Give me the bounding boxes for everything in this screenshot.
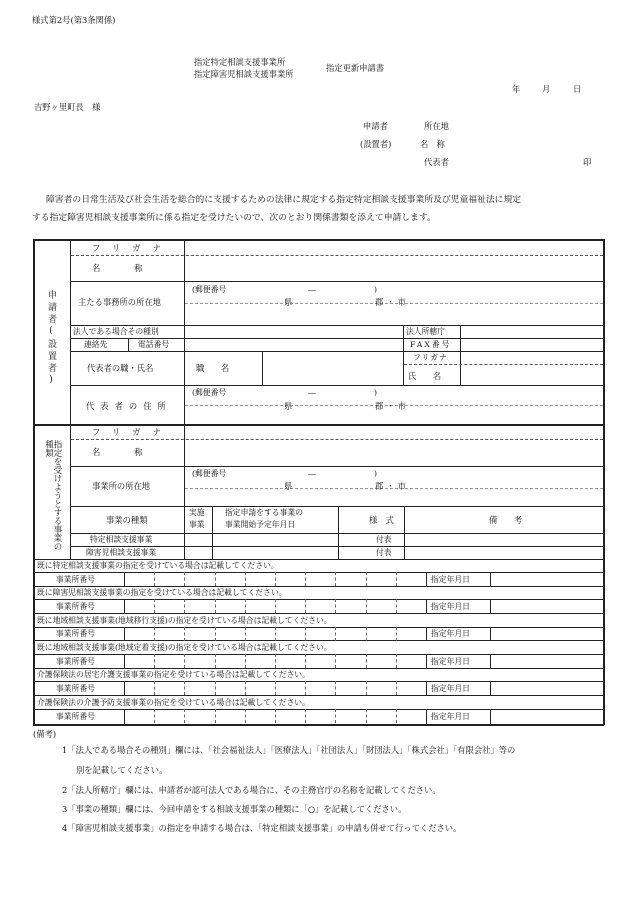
title-line-2: 指定障害児相談支援事業所: [194, 69, 294, 79]
digit-divider: [366, 681, 367, 695]
digit-divider: [245, 627, 246, 641]
digit-divider: [275, 709, 276, 723]
intro-line-1: 障害者の日常生活及び社会生活を総合的に支援するための法律に規定する指定特定相談支援事業所及び児童福祉法に規定: [46, 195, 522, 205]
digit-divider: [366, 599, 367, 613]
office-number-label-4: 事業所番号: [56, 657, 95, 666]
note-3: 3「事業の種類」欄には、今回申請をする相談支援事業の種類に「○」を記載してください。: [62, 804, 407, 814]
postal-label-3: (郵便番号: [192, 469, 227, 478]
note-2: 2「法人所轄庁」欄には、申請者が認可法人である場合に、その主務官庁の名称を記載してください。: [62, 785, 441, 795]
phone-label: 電話番号: [138, 340, 170, 349]
digit-divider: [184, 572, 185, 586]
digit-divider: [275, 654, 276, 668]
digit-divider: [215, 654, 216, 668]
digit-divider: [215, 681, 216, 695]
office-number-label-5: 事業所番号: [56, 684, 95, 693]
digit-divider: [275, 599, 276, 613]
digit-divider: [154, 599, 155, 613]
title-suffix: 指定更新申請書: [326, 63, 385, 73]
digit-divider: [366, 654, 367, 668]
format-header: 様 式: [369, 515, 394, 525]
existing-note-1: 既に特定相談支援事業の指定を受けている場合は記載してください。: [37, 561, 279, 570]
digit-divider: [335, 654, 336, 668]
business-name-label: 名称: [92, 447, 177, 457]
digit-divider: [184, 627, 185, 641]
digit-divider: [305, 654, 306, 668]
digit-divider: [335, 627, 336, 641]
digit-divider: [154, 572, 155, 586]
prefecture-label-1: 県: [284, 297, 293, 307]
county-city-label-1: 郡・市: [375, 297, 409, 307]
existing-note-6: 介護保険法の介護予防支援事業の指定を受けている場合は記載してください。: [37, 698, 310, 707]
existing-note-3: 既に地域相談支援事業(地域移行支援)の指定を受けている場合は記載してください。: [37, 616, 332, 625]
county-city-label-3: 郡・市: [375, 481, 409, 491]
main-office-label: 主たる事務所の所在地: [78, 297, 161, 307]
digit-divider: [335, 681, 336, 695]
addressee: 吉野ヶ里町長 様: [34, 102, 101, 112]
digit-divider: [215, 572, 216, 586]
business-row-specific-format: 付表: [376, 535, 392, 544]
county-city-label-2: 郡・市: [375, 401, 409, 411]
notes-heading: (備考): [33, 729, 57, 739]
digit-divider: [366, 709, 367, 723]
postal-dash-2: ―: [308, 388, 316, 397]
designation-date-label-5: 指定年月日: [431, 684, 470, 693]
digit-divider: [396, 627, 397, 641]
digit-divider: [154, 681, 155, 695]
digit-divider: [215, 599, 216, 613]
digit-divider: [366, 627, 367, 641]
rep-full-name-label: 氏 名: [408, 371, 442, 381]
digit-divider: [184, 681, 185, 695]
digit-divider: [305, 627, 306, 641]
digit-divider: [305, 709, 306, 723]
seal-mark: 印: [583, 157, 592, 167]
designation-date-label-1: 指定年月日: [431, 575, 470, 584]
rep-title-name-label: 代表者の職・氏名: [87, 363, 154, 373]
existing-note-2: 既に障害児相談支援事業の指定を受けている場合は記載してください。: [37, 588, 287, 597]
applicant-address-label: 所在地: [424, 121, 449, 131]
business-location-label: 事業所の所在地: [92, 481, 151, 491]
rep-furigana-label: フリガナ: [413, 353, 448, 362]
digit-divider: [154, 627, 155, 641]
designation-date-label-6: 指定年月日: [431, 712, 470, 721]
postal-label-2: (郵便番号: [192, 388, 227, 397]
digit-divider: [396, 599, 397, 613]
postal-dash-3: ―: [308, 469, 316, 478]
office-number-label-3: 事業所番号: [56, 629, 95, 638]
digit-divider: [396, 572, 397, 586]
designation-date-label-2: 指定年月日: [431, 602, 470, 611]
remarks-header: 備 考: [489, 515, 523, 525]
rep-address-label: 代表者の住所: [86, 401, 172, 411]
digit-divider: [275, 572, 276, 586]
postal-close-3: ): [374, 469, 378, 478]
designation-date-label-3: 指定年月日: [431, 629, 470, 638]
digit-divider: [305, 599, 306, 613]
office-number-label-2: 事業所番号: [56, 602, 95, 611]
business-row-specific: 特定相談支援事業: [90, 535, 153, 544]
digit-divider: [154, 654, 155, 668]
applicant-furigana-label: フリガナ: [92, 243, 173, 253]
applicant-side-label: 申請者(設置者): [46, 290, 56, 388]
postal-close-2: ): [374, 388, 378, 397]
office-number-label-6: 事業所番号: [56, 712, 95, 721]
postal-label-1: (郵便番号: [192, 285, 227, 294]
applicant-label: 申請者: [363, 121, 388, 131]
digit-divider: [335, 572, 336, 586]
fax-label: FAX番号: [410, 340, 452, 349]
designation-date-label-4: 指定年月日: [431, 657, 470, 666]
rep-position-label: 職 名: [196, 363, 230, 373]
implemented-header-2: 事業: [189, 520, 205, 529]
postal-dash-1: ―: [308, 285, 316, 294]
business-row-child-format: 付表: [376, 548, 392, 557]
digit-divider: [396, 709, 397, 723]
business-type-header: 事業の種類: [106, 515, 148, 525]
digit-divider: [305, 681, 306, 695]
office-number-label-1: 事業所番号: [56, 575, 95, 584]
date-year: 年: [512, 84, 521, 94]
existing-note-5: 介護保険法の居宅介護支援事業の指定を受けている場合は記載してください。: [37, 670, 310, 679]
start-date-header-1: 指定申請をする事業の: [225, 508, 303, 517]
applicant-name-label: 名 称: [420, 139, 445, 149]
digit-divider: [305, 572, 306, 586]
digit-divider: [275, 627, 276, 641]
digit-divider: [335, 599, 336, 613]
date-day: 日: [573, 84, 582, 94]
postal-close-1: ): [374, 285, 378, 294]
prefecture-label-2: 県: [284, 401, 293, 411]
form-label: 様式第2号(第3条関係): [32, 15, 116, 25]
implemented-header-1: 実施: [189, 508, 205, 517]
digit-divider: [396, 681, 397, 695]
business-furigana-label: フリガナ: [92, 427, 173, 437]
note-1-cont: 別を記載してください。: [76, 765, 168, 775]
digit-divider: [245, 681, 246, 695]
corp-type-label: 法人である場合その種別: [73, 327, 159, 336]
digit-divider: [245, 709, 246, 723]
digit-divider: [275, 681, 276, 695]
date-month: 月: [542, 84, 551, 94]
digit-divider: [245, 654, 246, 668]
note-4: 4「障害児相談支援事業」の指定を申請する場合は、「特定相談支援事業」の申請も併せて行ってください。: [62, 823, 462, 833]
digit-divider: [396, 654, 397, 668]
applicant-rep-label: 代表者: [424, 157, 449, 167]
prefecture-label-3: 県: [284, 481, 293, 491]
digit-divider: [215, 627, 216, 641]
note-1: 1「法人である場合その種別」欄には、「社会福祉法人」「医療法人」「社団法人」「財団法人」「株式会社」「有限会社」等の: [62, 745, 516, 755]
digit-divider: [245, 599, 246, 613]
corp-authority-label: 法人所轄庁: [406, 327, 445, 336]
digit-divider: [184, 599, 185, 613]
applicant-establisher-label: (設置者): [360, 139, 392, 149]
digit-divider: [215, 709, 216, 723]
business-side-label: 指定を受けようとする事業の種類: [43, 440, 62, 551]
start-date-header-2: 事業開始予定年月日: [225, 520, 296, 529]
business-row-child: 障害児相談支援事業: [86, 548, 157, 557]
digit-divider: [366, 572, 367, 586]
digit-divider: [245, 572, 246, 586]
existing-note-4: 既に地域相談支援事業(地域定着支援)の指定を受けている場合は記載してください。: [37, 643, 332, 652]
digit-divider: [184, 654, 185, 668]
contact-label: 連絡先: [84, 340, 108, 349]
digit-divider: [184, 709, 185, 723]
intro-line-2: する指定障害児相談支援事業所に係る指定を受けたいので、次のとおり関係書類を添えて申請します。: [32, 213, 436, 223]
digit-divider: [154, 709, 155, 723]
digit-divider: [335, 709, 336, 723]
applicant-name-label: 名称: [92, 263, 177, 273]
title-line-1: 指定特定相談支援事業所: [194, 57, 286, 67]
